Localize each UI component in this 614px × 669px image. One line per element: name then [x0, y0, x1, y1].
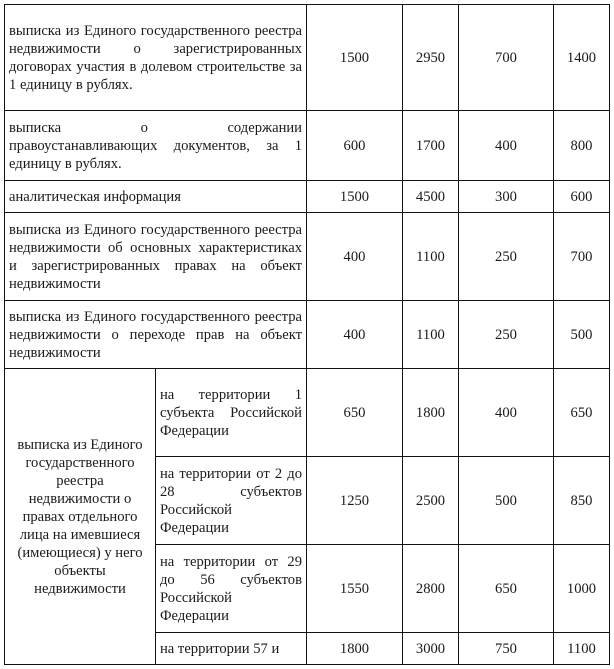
value-cell: 2950	[403, 5, 459, 111]
value-cell: 1550	[307, 545, 403, 633]
row-label: выписка о содержании правоустанавливающих документов, за 1 единицу в рублях.	[5, 111, 307, 181]
value-cell: 1800	[403, 369, 459, 457]
value-cell: 400	[307, 301, 403, 369]
value-cell: 400	[307, 213, 403, 301]
value-cell: 700	[554, 213, 610, 301]
value-cell: 2500	[403, 457, 459, 545]
value-cell: 800	[554, 111, 610, 181]
value-cell: 650	[554, 369, 610, 457]
value-cell: 500	[554, 301, 610, 369]
value-cell: 4500	[403, 181, 459, 213]
value-cell: 1250	[307, 457, 403, 545]
value-cell: 600	[307, 111, 403, 181]
value-cell: 1400	[554, 5, 610, 111]
value-cell: 250	[459, 213, 554, 301]
row-label: выписка из Единого государственного реестра недвижимости о зарегистрированных договорах участия в долевом строительстве за 1 единицу в рублях.	[5, 5, 307, 111]
table-row	[5, 369, 610, 457]
value-cell: 400	[459, 111, 554, 181]
value-cell: 750	[459, 633, 554, 665]
value-cell: 600	[554, 181, 610, 213]
value-cell: 1100	[403, 213, 459, 301]
value-cell: 1000	[554, 545, 610, 633]
value-cell: 500	[459, 457, 554, 545]
row-label: выписка из Единого государственного реестра недвижимости об основных характеристиках и зарегистрированных правах на объект недвижимости	[5, 213, 307, 301]
value-cell: 650	[307, 369, 403, 457]
subrow-label: на территории 57 и	[156, 633, 307, 665]
value-cell: 300	[459, 181, 554, 213]
value-cell: 2800	[403, 545, 459, 633]
value-cell: 700	[459, 5, 554, 111]
value-cell: 1100	[403, 301, 459, 369]
value-cell: 400	[459, 369, 554, 457]
table-row	[5, 181, 610, 213]
subrow-label: на территории 1 субъекта Российской Федерации	[156, 369, 307, 457]
value-cell: 1500	[307, 181, 403, 213]
table-row	[5, 111, 610, 181]
table-row	[5, 301, 610, 369]
value-cell: 250	[459, 301, 554, 369]
subrow-label: на территории от 29 до 56 субъектов Российской Федерации	[156, 545, 307, 633]
group-label: выписка из Единого государственного реестра недвижимости о правах отдельного лица на имевшиеся (имеющиеся) у него объекты недвижимости	[5, 369, 156, 665]
subrow-label: на территории от 2 до 28 субъектов Российской Федерации	[156, 457, 307, 545]
value-cell: 3000	[403, 633, 459, 665]
value-cell: 650	[459, 545, 554, 633]
row-label: аналитическая информация	[5, 181, 307, 213]
value-cell: 1500	[307, 5, 403, 111]
row-label: выписка из Единого государственного реестра недвижимости о переходе прав на объект недвижимости	[5, 301, 307, 369]
value-cell: 1700	[403, 111, 459, 181]
value-cell: 1800	[307, 633, 403, 665]
value-cell: 1100	[554, 633, 610, 665]
table-row	[5, 5, 610, 111]
value-cell: 850	[554, 457, 610, 545]
fee-table	[4, 4, 610, 665]
table-row	[5, 213, 610, 301]
